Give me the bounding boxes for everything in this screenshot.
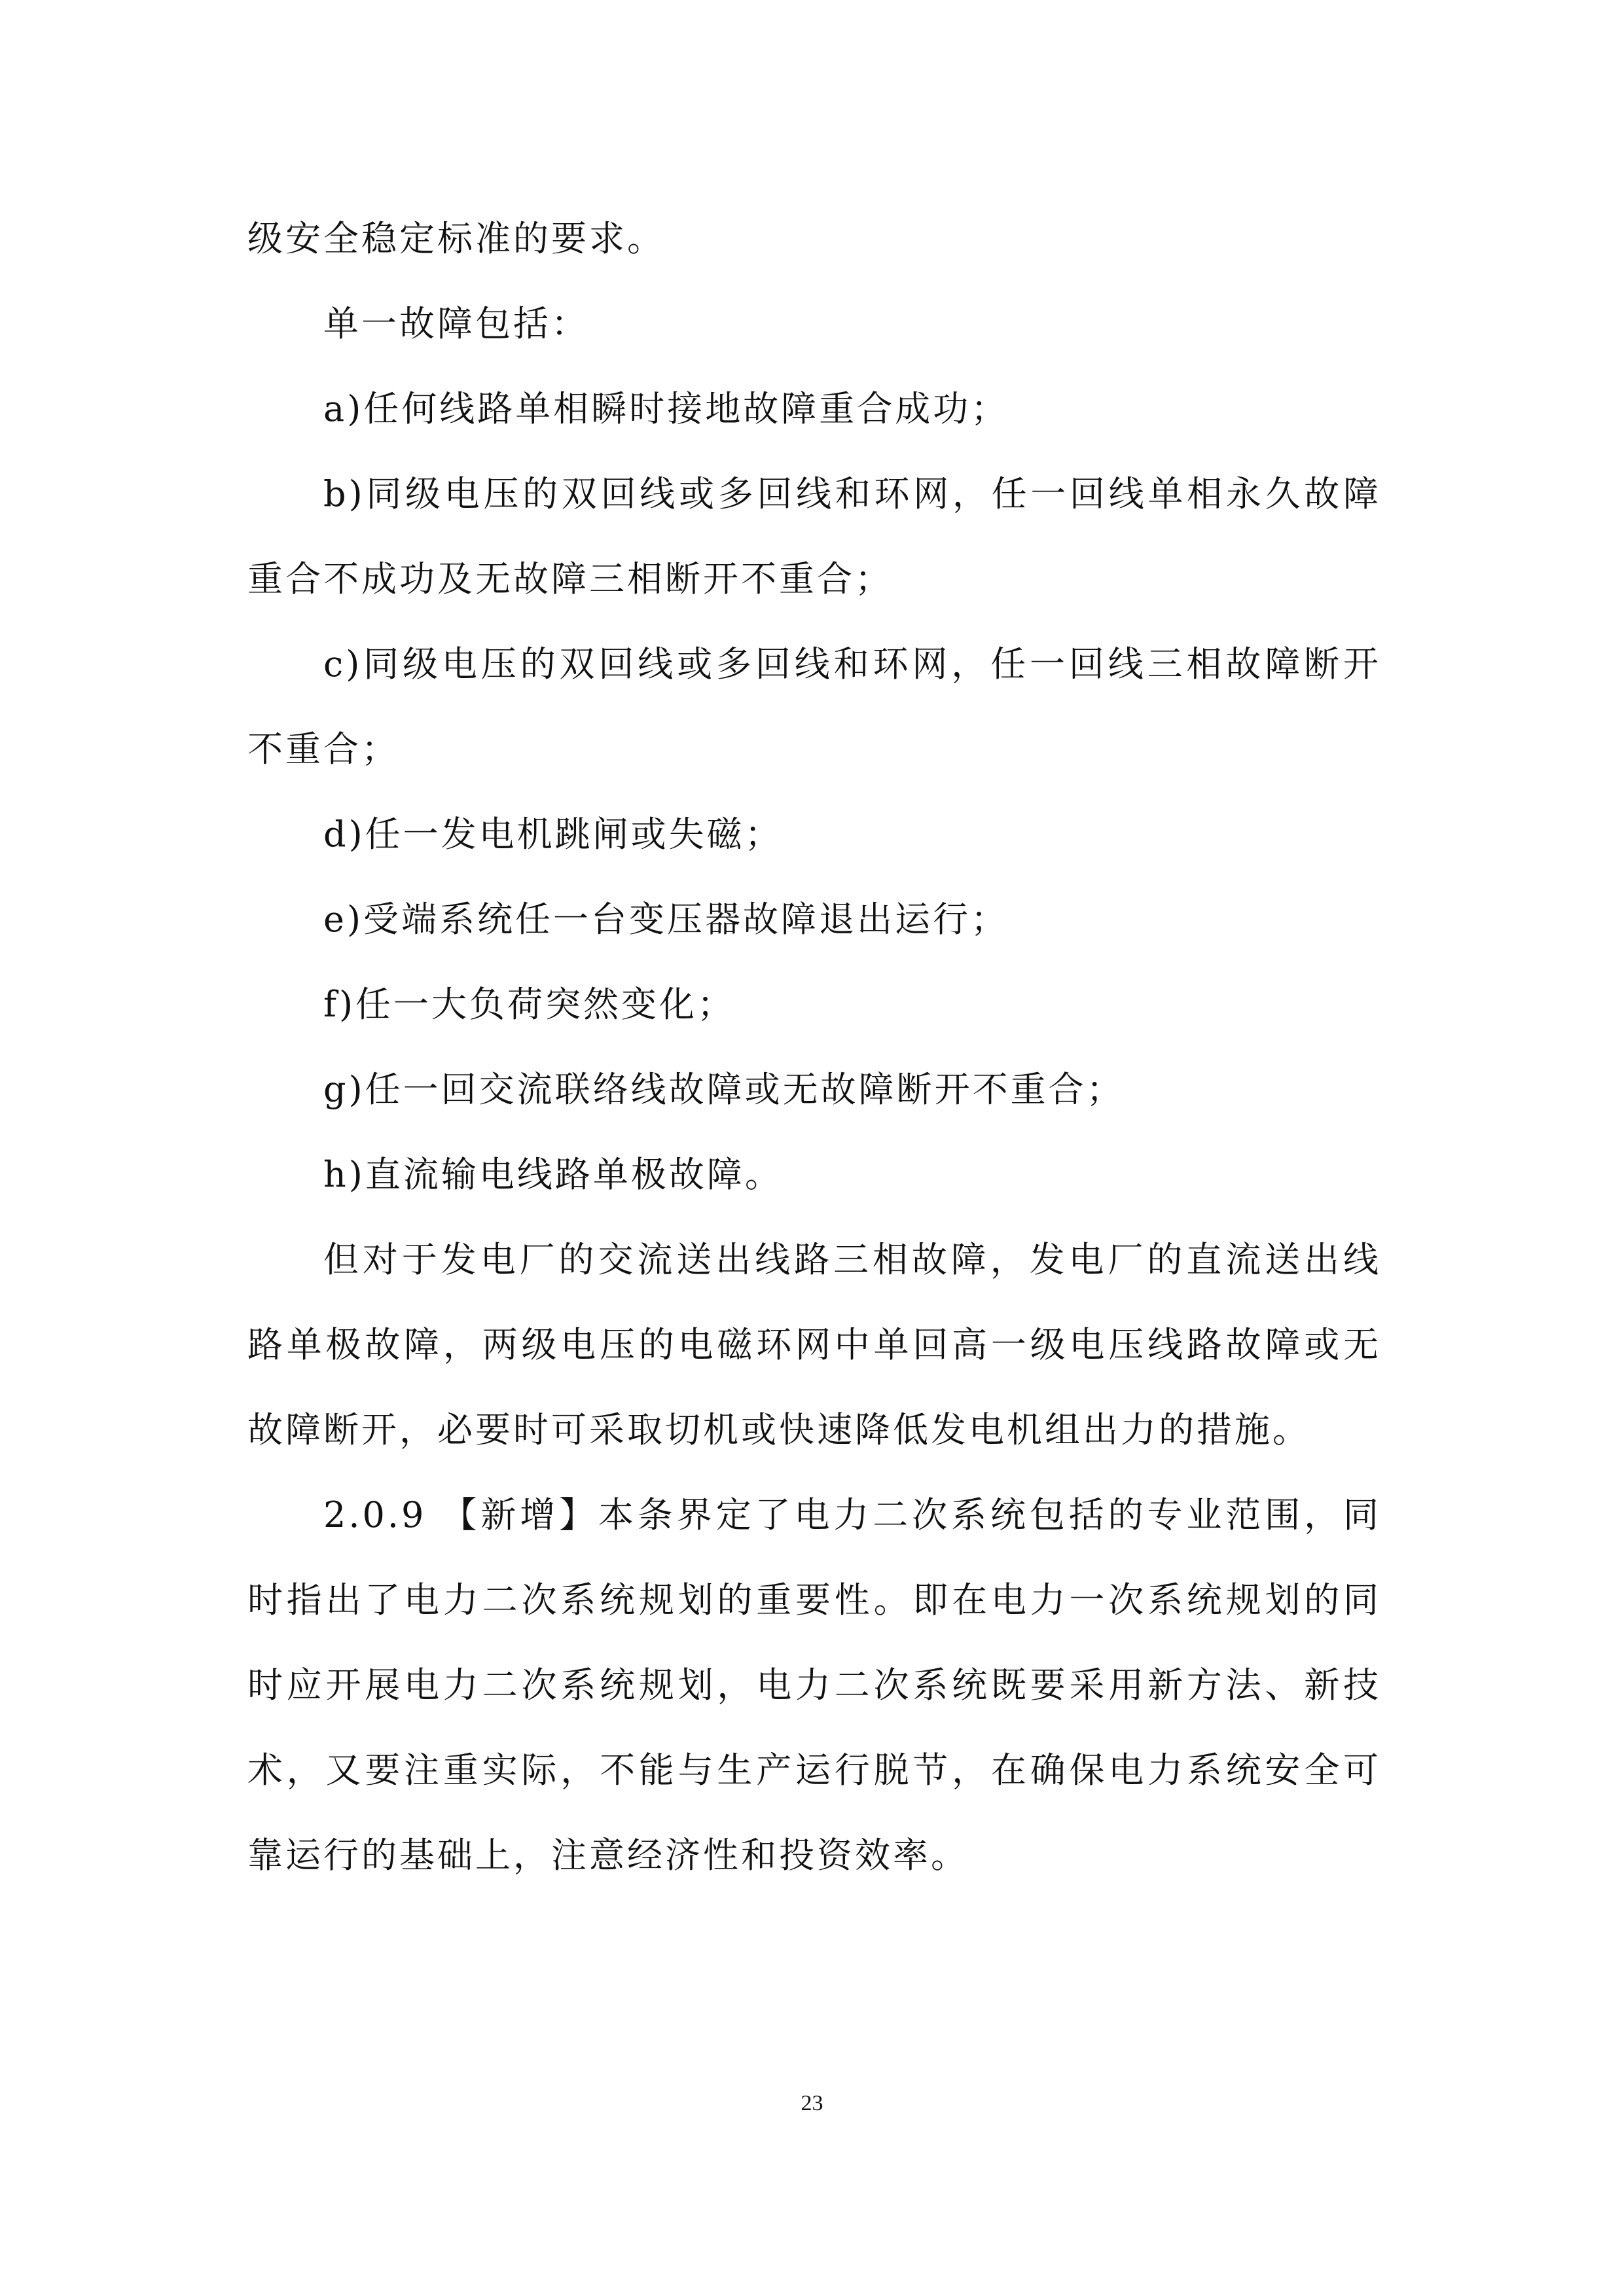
list-item-g: g)任一回交流联络线故障或无故障断开不重合； <box>323 1069 1125 1110</box>
paragraph-single-fault-intro: 单一故障包括： <box>323 303 589 344</box>
list-item-e: e)受端系统任一台变压器故障退出运行； <box>323 899 1009 940</box>
list-item-h: h)直流输电线路单极故障。 <box>323 1154 783 1195</box>
list-item-a: a)任何线路单相瞬时接地故障重合成功； <box>323 388 1009 429</box>
list-item-d: d)任一发电机跳闸或失磁； <box>323 814 783 855</box>
paragraph-power-plant-exception: 但对于发电厂的交流送出线路三相故障，发电厂的直流送出线路单极故障，两级电压的电磁环网中单回高一级电压线路故障或无故障断开，必要时可采取切机或快速降低发电机组出力的措施。 <box>247 1239 1381 1450</box>
document-body <box>247 196 1381 1898</box>
paragraph-stability-standard: 级安全稳定标准的要求。 <box>247 218 665 259</box>
list-item-c: c)同级电压的双回线或多回线和环网，任一回线三相故障断开不重合； <box>247 643 1381 770</box>
list-item-f: f)任一大负荷突然变化； <box>323 984 736 1025</box>
page-number: 23 <box>801 2091 823 2115</box>
list-item-b: b)同级电压的双回线或多回线和环网，任一回线单相永久故障重合不成功及无故障三相断开不重合； <box>247 473 1381 600</box>
paragraph-section-2-0-9: 2.0.9 【新增】本条界定了电力二次系统包括的专业范围，同时指出了电力二次系统规划的重要性。即在电力一次系统规划的同时应开展电力二次系统规划，电力二次系统既要采用新方法、新技术，又要注重实际，不能与生产运行脱节，在确保电力系统安全可靠运行的基础上，注意经济性和投资效率。 <box>247 1494 1381 1876</box>
